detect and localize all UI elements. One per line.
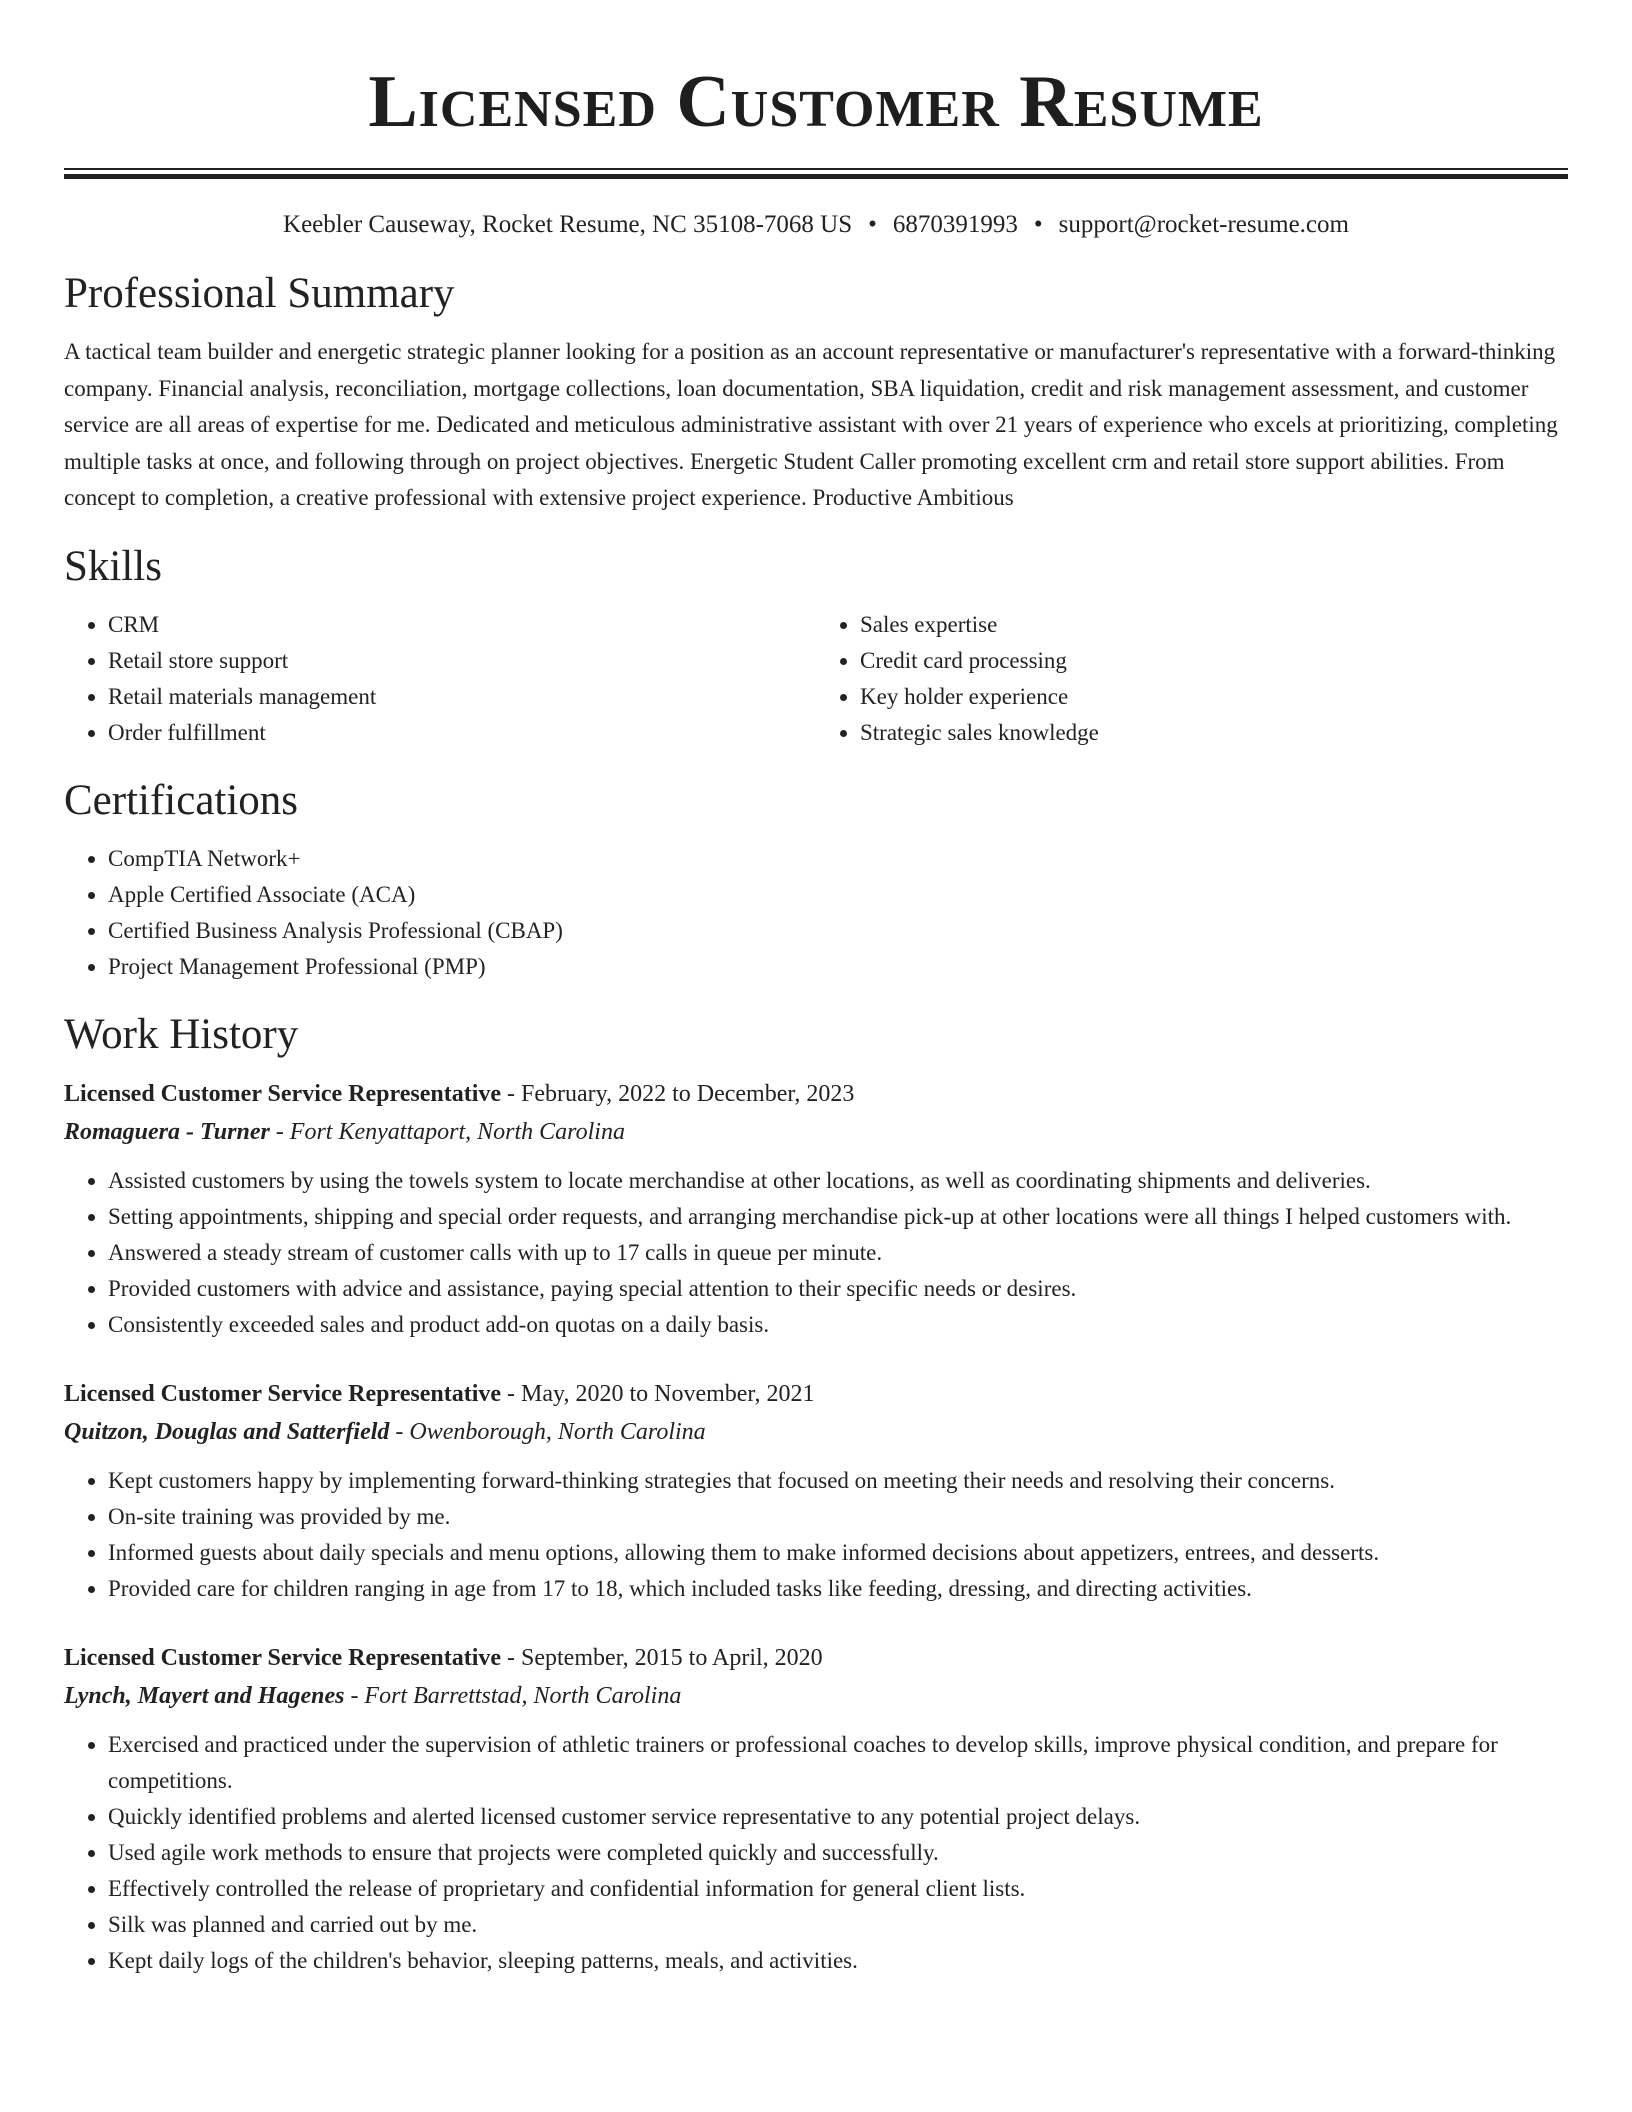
- certification-item: • Project Management Professional (PMP): [108, 949, 1568, 985]
- job-title-line: [64, 1639, 1568, 1677]
- job-dates: - February, 2022 to December, 2023: [501, 1080, 855, 1107]
- job-bullet: • Consistently exceeded sales and product add-on quotas on a daily basis.: [108, 1307, 1568, 1343]
- job-location: - Fort Barrettstad, North Carolina: [344, 1682, 682, 1709]
- job-company: Lynch, Mayert and Hagenes: [64, 1682, 345, 1709]
- job-bullets: [64, 1163, 1568, 1343]
- job-location: - Owenborough, North Carolina: [389, 1418, 706, 1445]
- job-bullet: • On-site training was provided by me.: [108, 1499, 1568, 1535]
- job-bullet: • Effectively controlled the release of proprietary and confidential information for general client lists.: [108, 1871, 1568, 1907]
- job-company-line: [64, 1113, 1568, 1151]
- job-bullet: • Kept customers happy by implementing forward-thinking strategies that focused on meeting their needs and resolving their concerns.: [108, 1463, 1568, 1499]
- skills-column-right: [816, 607, 1568, 751]
- job-bullet: • Answered a steady stream of customer calls with up to 17 calls in queue per minute.: [108, 1235, 1568, 1271]
- resume-page: [64, 0, 1568, 1979]
- skill-item: • Key holder experience: [860, 679, 1568, 715]
- certification-item: • CompTIA Network+: [108, 841, 1568, 877]
- certifications-heading: Certifications: [64, 776, 299, 824]
- job-bullet: • Exercised and practiced under the supervision of athletic trainers or professional coaches to develop skills, improve physical condition, and prepare for competitions.: [108, 1727, 1568, 1799]
- job-entry: [64, 1075, 1568, 1343]
- resume-title: Licensed Customer Resume: [368, 61, 1264, 143]
- skills-column-left: [64, 607, 816, 751]
- certification-item: • Certified Business Analysis Professional (CBAP): [108, 913, 1568, 949]
- job-bullet: • Kept daily logs of the children's behavior, sleeping patterns, meals, and activities.: [108, 1943, 1568, 1979]
- contact-address: Keebler Causeway, Rocket Resume, NC 35108-7068 US: [283, 211, 853, 238]
- skill-item: • Strategic sales knowledge: [860, 715, 1568, 751]
- skills-heading: Skills: [64, 542, 162, 590]
- skill-item: • Retail store support: [108, 643, 816, 679]
- job-dates: - May, 2020 to November, 2021: [501, 1380, 815, 1407]
- job-bullet: • Used agile work methods to ensure that projects were completed quickly and successfully.: [108, 1835, 1568, 1871]
- job-role: Licensed Customer Service Representative: [64, 1644, 502, 1671]
- job-bullet: • Provided customers with advice and assistance, paying special attention to their specific needs or desires.: [108, 1271, 1568, 1307]
- contact-line: [64, 208, 1568, 242]
- contact-phone: 6870391993: [892, 211, 1018, 238]
- job-company-line: [64, 1413, 1568, 1451]
- skills-list: [64, 607, 1568, 751]
- job-bullet: • Assisted customers by using the towels system to locate merchandise at other locations, as well as coordinating shipments and deliveries.: [108, 1163, 1568, 1199]
- job-entry: [64, 1639, 1568, 1979]
- skill-item: • Credit card processing: [860, 643, 1568, 679]
- title-divider: [64, 168, 1568, 170]
- job-location: - Fort Kenyattaport, North Carolina: [269, 1118, 625, 1145]
- skill-item: • Retail materials management: [108, 679, 816, 715]
- job-bullet: • Quickly identified problems and alerted licensed customer service representative to any potential project delays.: [108, 1799, 1568, 1835]
- contact-separator: •: [1033, 211, 1043, 238]
- contact-separator: •: [868, 211, 877, 238]
- job-bullets: [64, 1727, 1568, 1979]
- job-bullet: • Provided care for children ranging in age from 17 to 18, which included tasks like feeding, dressing, and directing activities.: [108, 1571, 1568, 1607]
- job-bullet: • Silk was planned and carried out by me.: [108, 1907, 1568, 1943]
- skill-item: • Order fulfillment: [108, 715, 816, 751]
- job-title-line: [64, 1375, 1568, 1413]
- summary-text: A tactical team builder and energetic strategic planner looking for a position as an account representative or manufacturer's representative with a forward-thinking company. Financial analysis, reconciliation, mortgage collections, loan documentation, SBA liquidation, credit and risk management assessment, and customer service are all areas of expertise for me. Dedicated and meticulous administrative assistant with over 21 years of experience who excels at prioritizing, completing multiple tasks at once, and following through on project objectives. Energetic Student Caller promoting excellent crm and retail store support abilities. From concept to completion, a creative professional with extensive project experience. Productive Ambitious: [64, 339, 1558, 510]
- job-bullets: [64, 1463, 1568, 1607]
- certifications-list: [64, 841, 1568, 985]
- job-bullet: • Informed guests about daily specials and menu options, allowing them to make informed decisions about appetizers, entrees, and desserts.: [108, 1535, 1568, 1571]
- summary-heading: Professional Summary: [64, 270, 455, 317]
- job-bullet: • Setting appointments, shipping and special order requests, and arranging merchandise pick-up at other locations were all things I helped customers with.: [108, 1199, 1568, 1235]
- job-entry: [64, 1375, 1568, 1607]
- skill-item: • CRM: [108, 607, 816, 643]
- job-dates: - September, 2015 to April, 2020: [501, 1644, 823, 1671]
- contact-email[interactable]: support@rocket-resume.com: [1058, 211, 1349, 238]
- job-company: Quitzon, Douglas and Satterfield: [64, 1418, 390, 1445]
- job-title-line: [64, 1075, 1568, 1113]
- skill-item: • Sales expertise: [860, 607, 1568, 643]
- work-history-heading: Work History: [64, 1010, 299, 1058]
- certification-item: • Apple Certified Associate (ACA): [108, 877, 1568, 913]
- job-role: Licensed Customer Service Representative: [64, 1080, 502, 1107]
- job-role: Licensed Customer Service Representative: [64, 1380, 502, 1407]
- job-company-line: [64, 1677, 1568, 1715]
- job-company: Romaguera - Turner: [64, 1118, 270, 1145]
